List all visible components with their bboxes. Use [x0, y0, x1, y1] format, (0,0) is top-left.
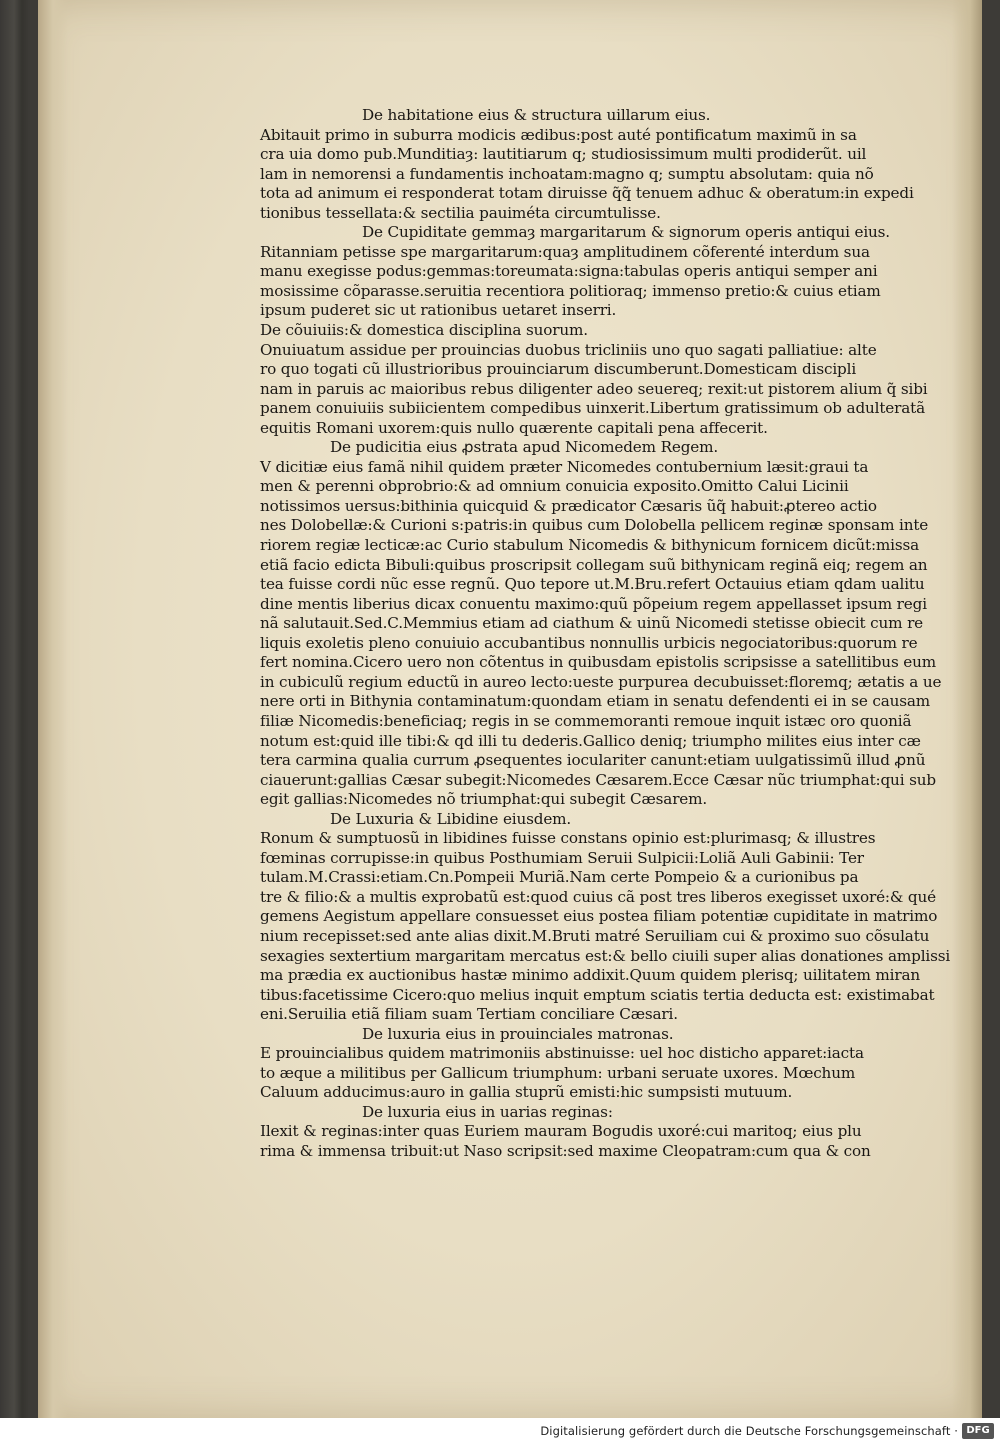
text-line: gemens Aegistum appellare consuesset eius postea filiam potentiæ cupiditate in matrimo — [260, 907, 938, 926]
text-line: ipsum puderet sic ut rationibus uetaret inserri. — [260, 301, 617, 320]
text-line: tulam.M.Crassi:etiam.Cn.Pompeii Muriã.Nam certe Pompeio & a curionibus pa — [260, 868, 859, 887]
text-line: mosissime cõparasse.seruitia recentiora politioraq; immenso pretio:& cuius etiam — [260, 281, 881, 300]
section-heading: De pudicitia eius ꝓstrata apud Nicomedem Regem. — [330, 438, 719, 457]
text-line: manu exegisse podus:gemmas:toreumata:signa:tabulas operis antiqui semper ani — [260, 262, 878, 281]
text-line: tera carmina qualia currum ꝓsequentes ioculariter canunt:etiam uulgatissimũ illud ꝓnũ — [260, 751, 926, 770]
text-line: Onuiuatum assidue per prouincias duobus tricliniis uno quo sagati palliatiue: alte — [260, 340, 877, 359]
text-line: De cõuiuiis:& domestica disciplina suorum. — [260, 321, 588, 340]
text-line: tota ad animum ei responderat totam diruisse q̃q̃ tenuem adhuc & oberatum:in expedi — [260, 184, 914, 203]
text-line: V dicitiæ eius famã nihil quidem præter Nicomedes contubernium læsit:graui ta — [260, 457, 869, 476]
text-line: tre & filio:& a multis exprobatũ est:quod cuius cã post tres liberos exegisset uxoré:& qué — [260, 887, 936, 906]
section-heading: De luxuria eius in uarias reginas: — [362, 1102, 613, 1121]
text-line: riorem regiæ lecticæ:ac Curio stabulum Nicomedis & bithynicum fornicem dicũt:missa — [260, 536, 920, 555]
footer-credit: Digitalisierung gefördert durch die Deutsche Forschungsgemeinschaft · — [540, 1424, 958, 1438]
page-gutter — [38, 0, 68, 1418]
printed-text-block — [240, 106, 951, 1162]
section-heading: De habitatione eius & structura uillarum eius. — [362, 106, 711, 124]
text-line: ro quo togati cũ illustrioribus prouinciarum discumberunt.Domesticam discipli — [260, 360, 857, 379]
text-line: egit gallias:Nicomedes nõ triumphat:qui subegit Cæsarem. — [260, 790, 708, 809]
text-line: ma prædia ex auctionibus hastæ minimo addixit.Quum quidem plerisq; uilitatem miran — [260, 966, 920, 985]
text-line: nium recepisset:sed ante alias dixit.M.Bruti matré Seruiliam cui & proximo suo cõsulatu — [260, 926, 930, 945]
section-heading: De luxuria eius in prouinciales matronas. — [362, 1024, 674, 1043]
section-heading: De Luxuria & Libidine eiusdem. — [330, 809, 572, 828]
text-line: lam in nemorensi a fundamentis inchoatam:magno q; sumptu absolutam: quia nõ — [260, 164, 874, 183]
text-line: Abitauit primo in suburra modicis ædibus:post auté pontificatum maximũ in sa — [260, 125, 857, 144]
text-line: sexagies sextertium margaritam mercatus est:& bello ciuili super alias donationes amplissi — [260, 946, 951, 965]
text-line: panem conuiuiis subiicientem compedibus uinxerit.Libertum gratissimum ob adulteratã — [260, 399, 926, 418]
section-heading: De Cupiditate gemmaȝ margaritarum & signorum operis antiqui eius. — [362, 223, 890, 242]
text-line: fœminas corrupisse:in quibus Posthumiam Seruii Sulpicii:Loliã Auli Gabinii: Ter — [260, 848, 864, 867]
text-line: cra uia domo pub.Munditiaȝ: lautitiarum q; studiosissimum multi prodiderũt. uil — [260, 145, 867, 164]
text-line: eni.Seruilia etiã filiam suam Tertiam conciliare Cæsari. — [260, 1005, 678, 1024]
dfg-logo-icon: DFG — [962, 1423, 994, 1439]
text-line: equitis Romani uxorem:quis nullo quærente capitali pena affecerit. — [260, 418, 768, 437]
text-line: liquis exoletis pleno conuiuio accubantibus nonnullis urbicis negociatoribus:quorum re — [260, 633, 918, 652]
text-line: rima & immensa tribuit:ut Naso scripsit:sed maxime Cleopatram:cum qua & con — [260, 1141, 871, 1160]
text-line: nere orti in Bithynia contaminatum:quondam etiam in senatu defendenti ei in se causam — [260, 692, 931, 711]
text-line: tibus:facetissime Cicero:quo melius inquit emptum sciatis tertia deducta est: existimabat — [260, 985, 935, 1004]
text-line: nam in paruis ac maioribus rebus diligenter adeo seuereq; rexit:ut pistorem alium q̃ sibi — [260, 379, 928, 398]
text-line: to æque a militibus per Gallicum triumphum: urbani seruate uxores. Mœchum — [260, 1063, 856, 1082]
text-line: men & perenni obprobrio:& ad omnium conuicia exposito.Omitto Calui Licinii — [260, 477, 849, 496]
text-line: tea fuisse cordi nũc esse regnũ. Quo tepore ut.M.Bru.refert Octauius etiam qdam ualitu — [260, 575, 925, 594]
text-line: tionibus tessellata:& sectilia pauiméta circumtulisse. — [260, 203, 661, 222]
text-line: nes Dolobellæ:& Curioni s:patris:in quibus cum Dolobella pellicem reginæ sponsam inte — [260, 516, 929, 535]
text-line: etiã facio edicta Bibuli:quibus proscripsit collegam suũ bithynicam reginã eiq; regem an — [260, 555, 928, 574]
text-line: ciauerunt:gallias Cæsar subegit:Nicomedes Cæsarem.Ecce Cæsar nũc triumphat:qui sub — [260, 770, 936, 789]
text-line: nã salutauit.Sed.C.Memmius etiam ad ciathum & uinũ Nicomedi stetisse obiecit cum re — [260, 614, 924, 633]
text-line: Ronum & sumptuosũ in libidines fuisse constans opinio est:plurimasq; & illustres — [260, 829, 876, 848]
text-line: dine mentis liberius dicax conuentu maximo:quũ põpeium regem appellasset ipsum regi — [260, 594, 927, 613]
text-line: E prouincialibus quidem matrimoniis abstinuisse: uel hoc disticho apparet:iacta — [260, 1044, 864, 1063]
footer-bar — [0, 1418, 1000, 1444]
text-line: notum est:quid ille tibi:& qd illi tu dederis.Gallico deniq; triumpho milites eius inter cæ — [260, 731, 921, 750]
page-fore-edge — [952, 0, 982, 1418]
text-line: Caluum adducimus:auro in gallia stuprũ emisti:hic sumpsisti mutuum. — [260, 1083, 793, 1102]
text-line: Ilexit & reginas:inter quas Euriem mauram Bogudis uxoré:cui maritoq; eius plu — [260, 1122, 862, 1141]
text-line: in cubiculũ regium eductũ in aureo lecto:ueste purpurea decubuisset:floremq; ætatis a ue — [260, 672, 942, 691]
text-line: notissimos uersus:bithinia quicquid & prædicator Cæsaris ũq̃ habuit:ꝓtereo actio — [260, 496, 877, 515]
text-line: filiæ Nicomedis:beneficiaq; regis in se commemoranti remoue inquit istæc oro quoniã — [260, 711, 912, 730]
text-line: fert nomina.Cicero uero non cõtentus in quibusdam epistolis scripsisse a satellitibus eum — [260, 653, 936, 672]
text-line: Ritanniam petisse spe margaritarum:quaȝ amplitudinem cõferenté interdum sua — [260, 242, 870, 261]
